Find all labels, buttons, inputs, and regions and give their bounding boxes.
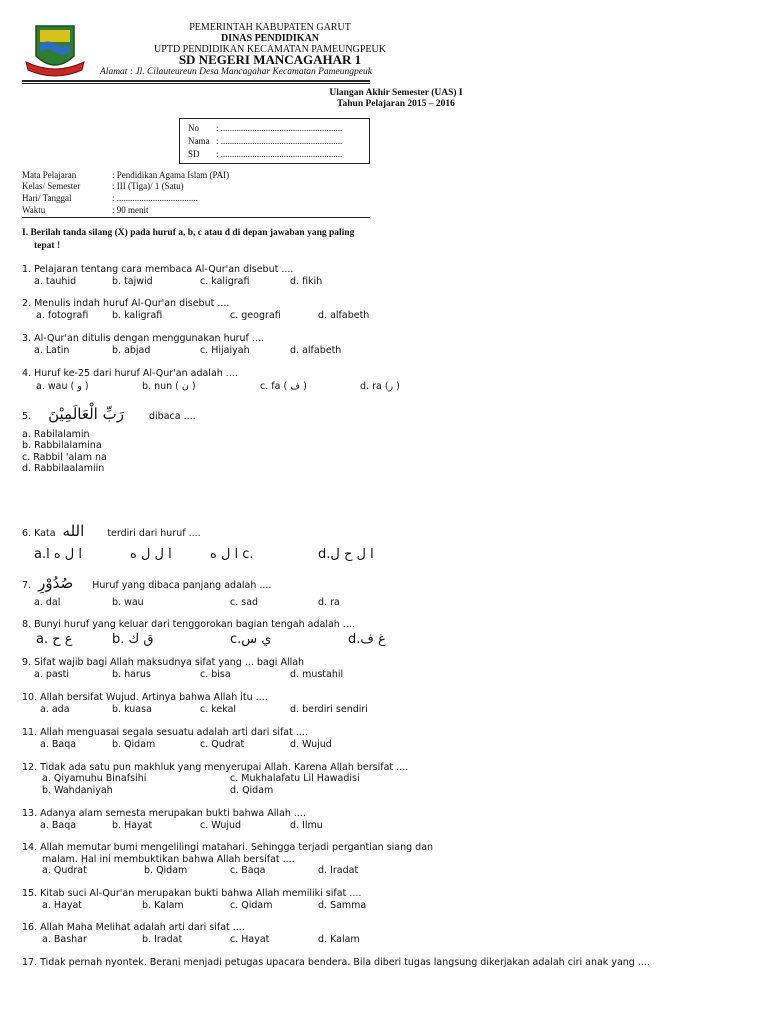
meta-time: Waktu : 90 menit: [22, 205, 149, 215]
question-6: 6. Kata الله terdiri dari huruf ....: [22, 522, 201, 540]
option-4c[interactable]: c. fa ( ف ): [260, 381, 307, 392]
option-10c[interactable]: c. kekal: [200, 704, 237, 715]
school-address: Alamat : Jl. Cilauteureun Desa Mancagahar Kecamatan Pameungpeuk: [100, 67, 372, 77]
question-9: 9. Sifat wajib bagi Allah maksudnya sifat yang ... bagi Allah: [22, 657, 305, 668]
question-10: 10. Allah bersifat Wujud. Artinya bahwa Allah itu ....: [22, 692, 268, 703]
option-9d[interactable]: d. mustahil: [290, 669, 344, 680]
question-17: 17. Tidak pernah nyontek. Berani menjadi petugas upacara bendera. Bila diberi tugas langsung dikerjakan adalah ciri anak yang ....: [22, 957, 650, 968]
id-field-nama[interactable]: : ......................................................: [216, 136, 343, 146]
option-4a[interactable]: a. wau ( و ): [36, 381, 89, 392]
meta-subject: Mata Pelajaran : Pendidikan Agama Islam (PAI): [22, 170, 230, 180]
option-4d[interactable]: d. ra (ر ): [360, 381, 400, 392]
option-11b[interactable]: b. Qidam: [112, 739, 156, 750]
option-12a[interactable]: a. Qiyamuhu Binafsihi: [42, 773, 147, 784]
question-13: 13. Adanya alam semesta merupakan bukti bahwa Allah ....: [22, 808, 306, 819]
option-2d[interactable]: d. alfabeth: [318, 310, 370, 321]
option-5c[interactable]: c. Rabbil 'alam na: [22, 452, 107, 463]
district-logo: [24, 22, 86, 80]
option-4b[interactable]: b. nun ( ن ): [142, 381, 196, 392]
option-14d[interactable]: d. Iradat: [318, 865, 359, 876]
option-1a[interactable]: a. tauhid: [34, 276, 77, 287]
option-13d[interactable]: d. Ilmu: [290, 820, 323, 831]
school-name: SD NEGERI MANCAGAHAR 1: [178, 52, 362, 67]
exam-title: Ulangan Akhir Semester (UAS) I: [329, 88, 463, 98]
option-3c[interactable]: c. Hijaiyah: [200, 345, 250, 356]
option-8b[interactable]: b. ق ك: [112, 632, 154, 647]
meta-divider: [22, 217, 370, 218]
id-field-sd[interactable]: : ......................................................: [216, 149, 343, 159]
option-1c[interactable]: c. kaligrafi: [200, 276, 250, 287]
question-2: 2. Menulis indah huruf Al-Qur'an disebut ....: [22, 298, 230, 309]
arabic-allah: الله: [62, 522, 85, 540]
question-8: 8. Bunyi huruf yang keluar dari tenggorokan bagian tengah adalah ....: [22, 619, 355, 630]
option-8d[interactable]: d.غ ف: [348, 632, 386, 647]
question-3: 3. Al-Qur'an ditulis dengan menggunakan huruf ....: [22, 333, 264, 344]
option-16c[interactable]: c. Hayat: [230, 934, 270, 945]
header-divider-thin: [22, 83, 370, 84]
option-6b[interactable]: ا ل ل ه: [130, 547, 172, 562]
option-1d[interactable]: d. fikih: [290, 276, 323, 287]
option-7c[interactable]: c. sad: [230, 597, 259, 608]
meta-class: Kelas/ Semester : III (Tiga)/ 1 (Satu): [22, 181, 184, 191]
option-6a[interactable]: a.ا ل ه ا: [34, 547, 82, 562]
option-11c[interactable]: c. Qudrat: [200, 739, 245, 750]
header-line-2: DINAS PENDIDIKAN: [220, 33, 320, 44]
id-label-no: No: [188, 123, 199, 133]
option-10b[interactable]: b. kuasa: [112, 704, 152, 715]
option-9a[interactable]: a. pasti: [34, 669, 70, 680]
option-8a[interactable]: a. ع ح: [36, 632, 73, 647]
question-1: 1. Pelajaran tentang cara membaca Al-Qur'an disebut ....: [22, 264, 294, 275]
question-7: 7. صُدُوْرِ Huruf yang dibaca panjang adalah ....: [22, 574, 272, 592]
option-7d[interactable]: d. ra: [318, 597, 340, 608]
option-15b[interactable]: b. Kalam: [142, 900, 184, 911]
header-line-1: PEMERINTAH KABUPATEN GARUT: [189, 22, 351, 33]
option-14b[interactable]: b. Qidam: [144, 865, 188, 876]
option-3b[interactable]: b. abjad: [112, 345, 151, 356]
option-5d[interactable]: d. Rabbilaalamiin: [22, 463, 105, 474]
option-12d[interactable]: d. Qidam: [230, 785, 274, 796]
option-6c[interactable]: ا ل ه c.: [210, 547, 254, 562]
header-line-3: UPTD PENDIDIKAN KECAMATAN PAMEUNGPEUK: [154, 44, 386, 55]
option-14a[interactable]: a. Qudrat: [42, 865, 87, 876]
meta-date: Hari/ Tanggal : ....................................: [22, 193, 198, 203]
option-12b[interactable]: b. Wahdaniyah: [42, 785, 113, 796]
id-label-nama: Nama: [188, 136, 210, 146]
option-9c[interactable]: c. bisa: [200, 669, 231, 680]
question-11: 11. Allah menguasai segala sesuatu adalah arti dari sifat ....: [22, 727, 308, 738]
question-5: 5. رَبِّ الْعَالَمِيْنَ dibaca ....: [22, 405, 196, 423]
student-id-box: [179, 118, 370, 164]
option-15d[interactable]: d. Samma: [318, 900, 367, 911]
option-13a[interactable]: a. Baqa: [40, 820, 77, 831]
option-13b[interactable]: b. Hayat: [112, 820, 153, 831]
option-16a[interactable]: a. Bashar: [42, 934, 87, 945]
question-14-cont: malam. Hal ini membuktikan bahwa Allah bersifat ....: [42, 854, 295, 865]
question-4: 4. Huruf ke-25 dari huruf Al-Qur'an adalah ....: [22, 368, 238, 379]
option-11a[interactable]: a. Baqa: [40, 739, 77, 750]
option-3d[interactable]: d. alfabeth: [290, 345, 342, 356]
arabic-suduri: صُدُوْرِ: [38, 574, 74, 592]
exam-year: Tahun Pelajaran 2015 – 2016: [337, 99, 455, 109]
option-5a[interactable]: a. Rabilalamin: [22, 429, 90, 440]
option-15a[interactable]: a. Hayat: [42, 900, 82, 911]
option-11d[interactable]: d. Wujud: [290, 739, 332, 750]
option-12c[interactable]: c. Mukhalafatu Lil Hawadisi: [230, 773, 360, 784]
question-16: 16. Allah Maha Melihat adalah arti dari sifat ....: [22, 922, 245, 933]
option-14c[interactable]: c. Baqa: [230, 865, 266, 876]
question-14: 14. Allah memutar bumi mengelilingi matahari. Sehingga terjadi pergantian siang dan: [22, 842, 434, 853]
option-5b[interactable]: b. Rabbilalamina: [22, 440, 102, 451]
id-field-no[interactable]: : ......................................................: [216, 123, 343, 133]
option-2b[interactable]: b. kaligrafi: [112, 310, 163, 321]
question-15: 15. Kitab suci Al-Qur'an merupakan bukti bahwa Allah memiliki sifat ....: [22, 888, 362, 899]
option-16d[interactable]: d. Kalam: [318, 934, 360, 945]
arabic-rabbil-alamin: رَبِّ الْعَالَمِيْنَ: [48, 405, 124, 423]
option-10d[interactable]: d. berdiri sendiri: [290, 704, 368, 715]
question-12: 12. Tidak ada satu pun makhluk yang menyerupai Allah. Karena Allah bersifat ....: [22, 762, 409, 773]
option-13c[interactable]: c. Wujud: [200, 820, 242, 831]
option-3a[interactable]: a. Latin: [34, 345, 70, 356]
header-divider: [22, 80, 370, 82]
option-16b[interactable]: b. Iradat: [142, 934, 183, 945]
option-8c[interactable]: c.ي س: [230, 632, 272, 647]
option-7a[interactable]: a. dal: [34, 597, 61, 608]
option-2c[interactable]: c. geografi: [230, 310, 281, 321]
instruction: I. Berilah tanda silang (X) pada huruf a, b, c atau d di depan jawaban yang paling tepat !: [22, 228, 355, 251]
option-15c[interactable]: c. Qidam: [230, 900, 273, 911]
option-7b[interactable]: b. wau: [112, 597, 144, 608]
id-label-sd: SD: [188, 149, 200, 159]
option-6d[interactable]: d.ا ل ح ل: [318, 547, 374, 562]
option-1b[interactable]: b. tajwid: [112, 276, 153, 287]
option-10a[interactable]: a. ada: [40, 704, 70, 715]
option-9b[interactable]: b. harus: [112, 669, 151, 680]
option-2a[interactable]: a. fotografi: [36, 310, 89, 321]
